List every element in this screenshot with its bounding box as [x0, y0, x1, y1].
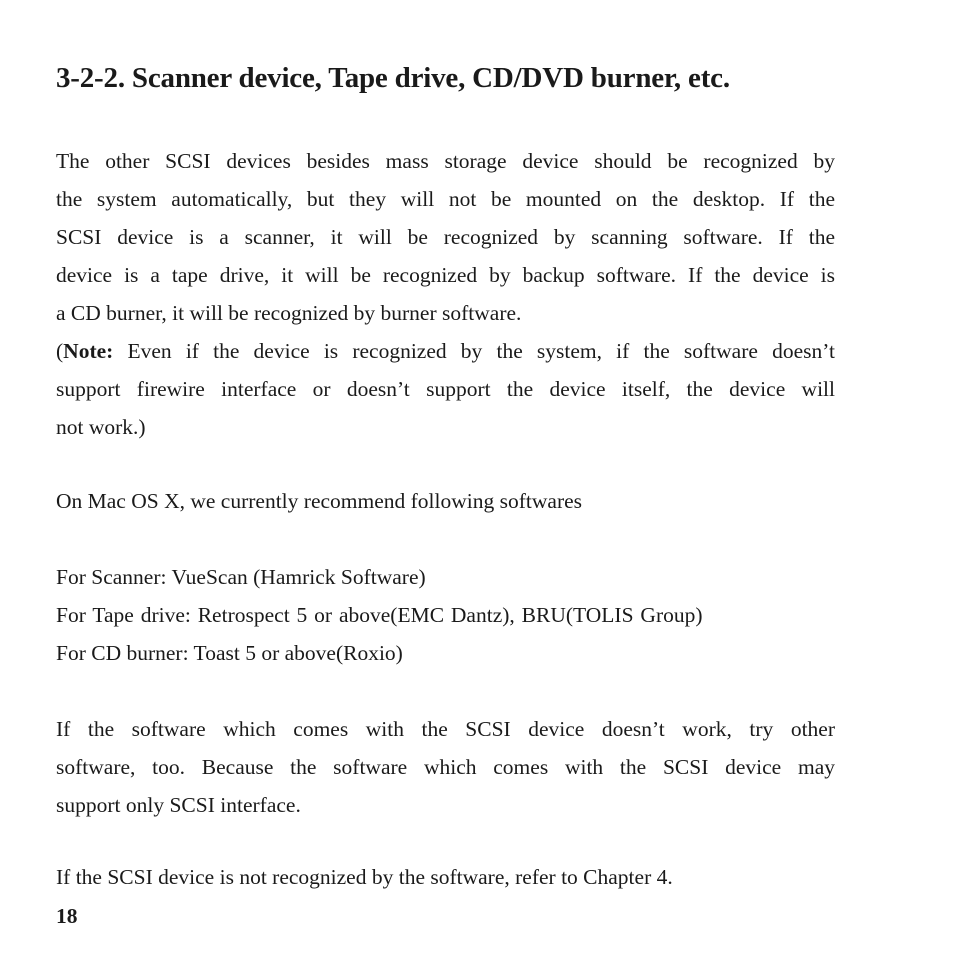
recommend-intro-text: On Mac OS X, we currently recommend following softwares [56, 489, 583, 513]
note-line [56, 332, 835, 370]
closing-text: If the SCSI device is not recognized by the software, refer to Chapter 4. [56, 865, 673, 889]
intro-line: SCSI device is a scanner, it will be recognized by scanning software. If the [56, 225, 835, 249]
section-heading: 3-2-2. Scanner device, Tape drive, CD/DVD burner, etc. [56, 62, 730, 94]
fallback-paragraph [56, 710, 835, 824]
software-item-cd: For CD burner: Toast 5 or above(Roxio) [56, 641, 403, 665]
intro-line: device is a tape drive, it will be recognized by backup software. If the device is [56, 263, 835, 287]
intro-line: the system automatically, but they will not be mounted on the desktop. If the [56, 187, 835, 211]
page-number: 18 [56, 904, 78, 928]
note-paragraph [56, 332, 835, 446]
software-list [56, 558, 835, 672]
intro-line: The other SCSI devices besides mass storage device should be recognized by [56, 149, 835, 173]
intro-line: a CD burner, it will be recognized by burner software. [56, 301, 522, 325]
software-item-scanner: For Scanner: VueScan (Hamrick Software) [56, 565, 426, 589]
fallback-line: software, too. Because the software which comes with the SCSI device may [56, 755, 835, 779]
closing-paragraph [56, 858, 835, 896]
fallback-line: support only SCSI interface. [56, 793, 301, 817]
fallback-line: If the software which comes with the SCSI device doesn’t work, try other [56, 717, 835, 741]
note-line: not work.) [56, 415, 146, 439]
note-label: Note: [63, 339, 114, 363]
software-item-tape: For Tape drive: Retrospect 5 or above(EMC Dantz), BRU(TOLIS Group) [56, 603, 703, 627]
note-line: support firewire interface or doesn’t support the device itself, the device will [56, 377, 835, 401]
manual-page [56, 0, 835, 954]
intro-paragraph [56, 142, 835, 332]
note-open-paren: ( [56, 339, 64, 363]
recommend-intro [56, 482, 835, 520]
note-text: Even if the device is recognized by the system, if the software doesn’t [113, 339, 835, 363]
